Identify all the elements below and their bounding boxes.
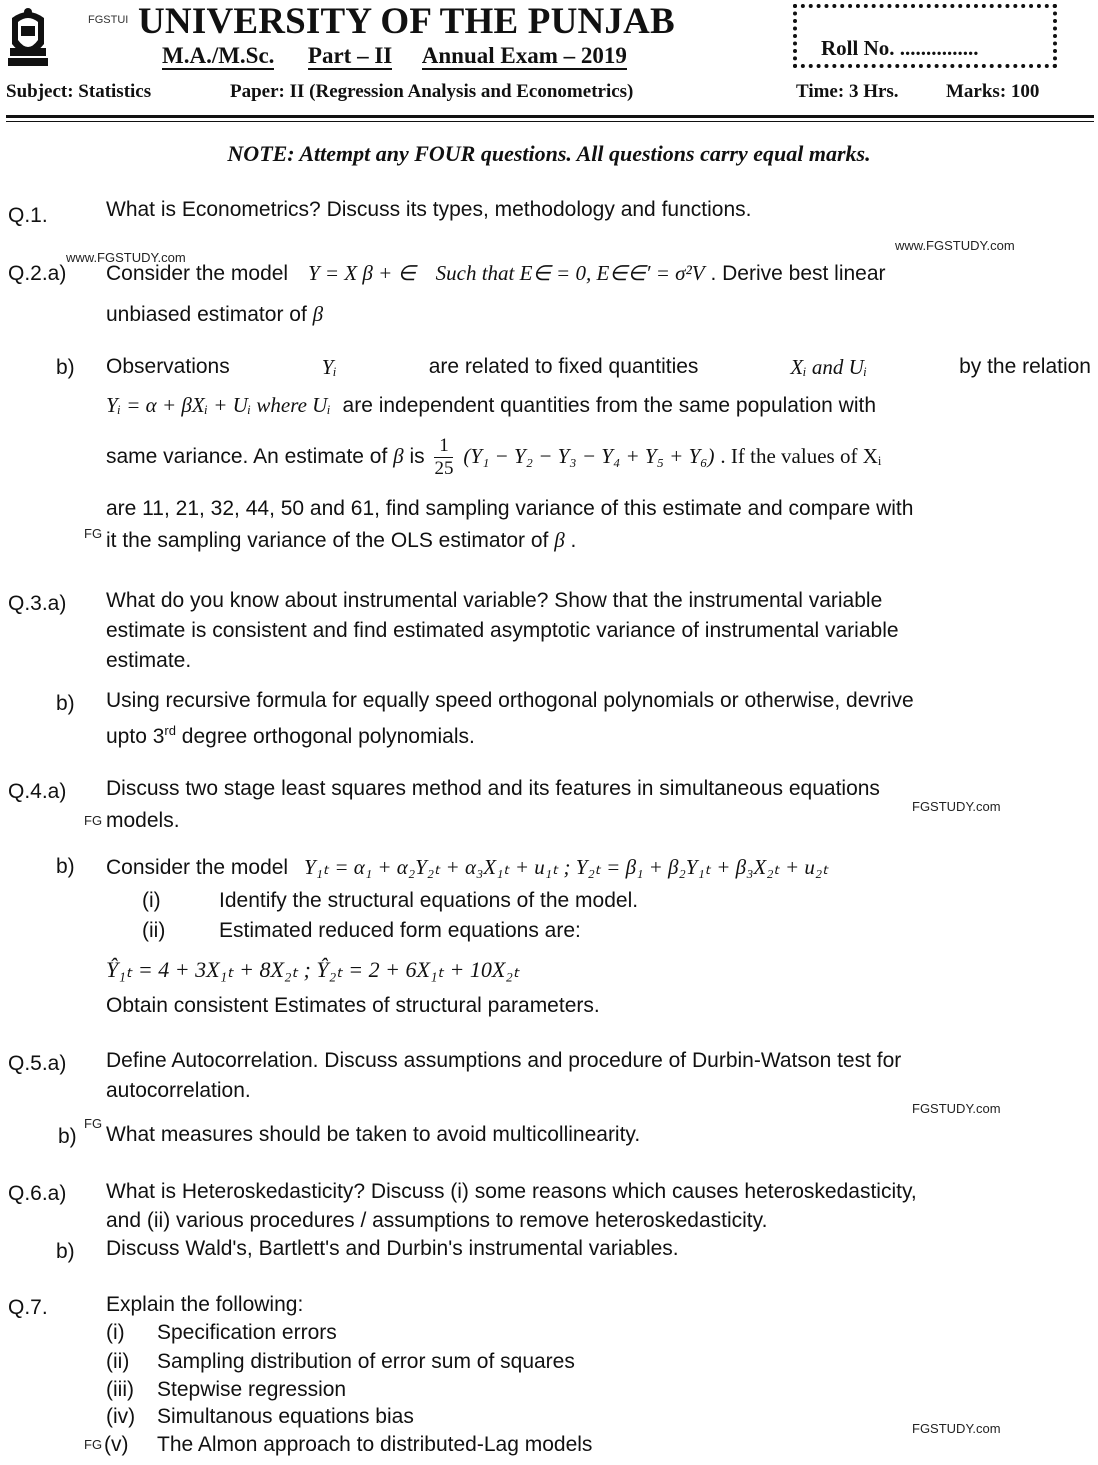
q2a-text: . Derive best linear (710, 262, 886, 285)
fgs-tag: FGSTUI (88, 14, 129, 26)
q7-item-text: Specification errors (157, 1321, 337, 1344)
q2b-line1 (106, 352, 1091, 382)
q2b-label: b) (56, 356, 75, 379)
q2b-text: . (570, 529, 577, 552)
marks-label: Marks: 100 (946, 81, 1040, 102)
q7-item-text: The Almon approach to distributed-Lag models (157, 1433, 593, 1456)
watermark: www.FGSTUDY.com (66, 250, 186, 265)
beta-symbol: β (312, 302, 324, 326)
q2-number: Q.2.a) (8, 262, 67, 285)
watermark: FG (84, 813, 103, 828)
part: Part – II (308, 44, 392, 70)
q6b-text: Discuss Wald's, Bartlett's and Durbin's instrumental variables. (106, 1237, 679, 1260)
q6-number: Q.6.a) (8, 1182, 67, 1205)
paper-label: Paper: II (Regression Analysis and Econometrics) (230, 81, 634, 102)
q2b-text: same variance. An estimate of (106, 445, 388, 469)
q7-item-text: Sampling distribution of error sum of squares (157, 1350, 575, 1373)
q3b-line1: Using recursive formula for equally speed orthogonal polynomials or otherwise, devrive (106, 689, 914, 712)
fraction-numerator: 1 (434, 435, 453, 458)
subject-label: Subject: Statistics (6, 81, 152, 102)
q5a-line1: Define Autocorrelation. Discuss assumptions and procedure of Durbin-Watson test for (106, 1049, 902, 1072)
exam-title: Annual Exam – 2019 (422, 44, 627, 70)
estimate-expression: (Y₁ − Y₂ − Y₃ − Y₄ + Y₅ + Y₆) (463, 444, 715, 469)
header-rule-thick (6, 115, 1094, 118)
q2b-text: . If the values of Xᵢ (720, 444, 882, 469)
q2a-conditions: Such that E∈ = 0, E∈∈′ = σ²V (435, 261, 705, 285)
watermark: FGSTUDY.com (912, 1101, 1001, 1116)
q7-item-label: (iv) (106, 1405, 136, 1428)
q2a-text: Consider the model (106, 262, 289, 285)
q4a-line1: Discuss two stage least squares method and its features in simultaneous equations (106, 777, 880, 800)
watermark: www.FGSTUDY.com (895, 238, 1015, 253)
fraction (434, 435, 453, 480)
watermark: FG (84, 1116, 103, 1131)
exam-note: NOTE: Attempt any FOUR questions. All questions carry equal marks. (227, 141, 871, 166)
q4b-i-text: Identify the structural equations of the model. (219, 889, 639, 912)
q7-intro: Explain the following: (106, 1293, 304, 1316)
exam-line (162, 43, 627, 70)
q5b-text: What measures should be taken to avoid multicollinearity. (106, 1123, 641, 1146)
time-label: Time: 3 Hrs. (796, 81, 899, 102)
q2a-line2 (106, 299, 323, 330)
q3b-text: upto 3 (106, 725, 165, 748)
university-crest-logo (6, 4, 50, 68)
watermark: FGSTUDY.com (912, 799, 1001, 814)
reduced-form-equations: Ŷ₁ₜ = 4 + 3X₁ₜ + 8X₂ₜ ; Ŷ₂ₜ = 2 + 6X₁ₜ + 10X₂ₜ (106, 957, 520, 982)
q2b-text: is (409, 445, 425, 469)
q5b-label: b) (58, 1125, 77, 1148)
q6a-line1: What is Heteroskedasticity? Discuss (i) some reasons which causes heteroskedasticity, (106, 1180, 917, 1203)
q3b-text: degree orthogonal polynomials. (175, 725, 475, 748)
q7-item-text: Simultanous equations bias (157, 1405, 414, 1428)
q4b-i-label: (i) (142, 889, 161, 912)
q3b-line2 (106, 716, 475, 752)
q6b-label: b) (56, 1240, 75, 1263)
q4b-label: b) (56, 855, 75, 878)
q2b-line4: are 11, 21, 32, 44, 50 and 61, find sampling variance of this estimate and compare with (106, 497, 914, 520)
q4b-text: Consider the model (106, 856, 289, 879)
q2b-line3 (106, 435, 881, 480)
q1-number: Q.1. (8, 204, 48, 227)
q3b-label: b) (56, 692, 75, 715)
q2b-line2 (106, 390, 876, 421)
q2b-math: Xᵢ and Uᵢ (790, 355, 868, 379)
fraction-denominator: 25 (434, 458, 454, 479)
q4a-line2: models. (106, 809, 180, 832)
q3a-line1: What do you know about instrumental variable? Show that the instrumental variable (106, 589, 883, 612)
q4b-ii-text: Estimated reduced form equations are: (219, 919, 581, 942)
q7-item-label: (iii) (106, 1378, 134, 1401)
university-title: UNIVERSITY OF THE PUNJAB (138, 1, 675, 42)
q4b-line1 (106, 852, 828, 883)
q1-text: What is Econometrics? Discuss its types, methodology and functions. (106, 198, 752, 221)
q2b-text: it the sampling variance of the OLS estimator of (106, 529, 549, 552)
ordinal-suffix: rd (164, 723, 176, 738)
q3a-line2: estimate is consistent and find estimated asymptotic variance of instrumental variable (106, 619, 899, 642)
q7-number: Q.7. (8, 1296, 48, 1319)
q7-item-label: (ii) (106, 1350, 130, 1373)
beta-symbol: β (393, 444, 404, 469)
beta-symbol: β (554, 528, 565, 552)
q2b-text: are related to fixed quantities (428, 355, 699, 378)
q2a-line1 (106, 258, 886, 289)
q4-number: Q.4.a) (8, 780, 67, 803)
q3a-line3: estimate. (106, 649, 192, 672)
header-rule-thin (6, 121, 1094, 122)
q4b-ii-label: (ii) (142, 919, 166, 942)
degree: M.A./M.Sc. (162, 44, 274, 70)
q2b-math: Yᵢ (321, 355, 337, 379)
q2a-text: unbiased estimator of (106, 303, 307, 326)
q2b-text: are independent quantities from the same population with (342, 394, 877, 417)
q5-number: Q.5.a) (8, 1052, 67, 1075)
q7-item-label: (v) (104, 1433, 129, 1456)
q2b-line5 (106, 525, 576, 556)
q5a-line2: autocorrelation. (106, 1079, 251, 1102)
structural-model-equations: Y₁ₜ = α₁ + α₂Y₂ₜ + α₃X₁ₜ + u₁ₜ ; Y₂ₜ = β₁ + β₂Y₁ₜ + β₃X₂ₜ + u₂ₜ (303, 855, 829, 879)
roll-number-label: Roll No. ............... (821, 36, 979, 60)
q2a-model-equation: Y = X β + ∈ (307, 261, 416, 285)
watermark: FG (84, 1437, 103, 1452)
q2b-text: by the relation (959, 355, 1091, 378)
q2b-text: Observations (106, 355, 230, 378)
q4b-obtain: Obtain consistent Estimates of structural parameters. (106, 994, 600, 1017)
q7-item-text: Stepwise regression (157, 1378, 347, 1401)
q3-number: Q.3.a) (8, 592, 67, 615)
q7-item-label: (i) (106, 1321, 125, 1344)
watermark: FGSTUDY.com (912, 1421, 1001, 1436)
q6a-line2: and (ii) various procedures / assumptions to remove heteroskedasticity. (106, 1209, 768, 1232)
roll-number-box[interactable] (793, 4, 1057, 68)
watermark: FG (84, 526, 103, 541)
q2b-relation: Yᵢ = α + βXᵢ + Uᵢ where Uᵢ (106, 393, 331, 417)
